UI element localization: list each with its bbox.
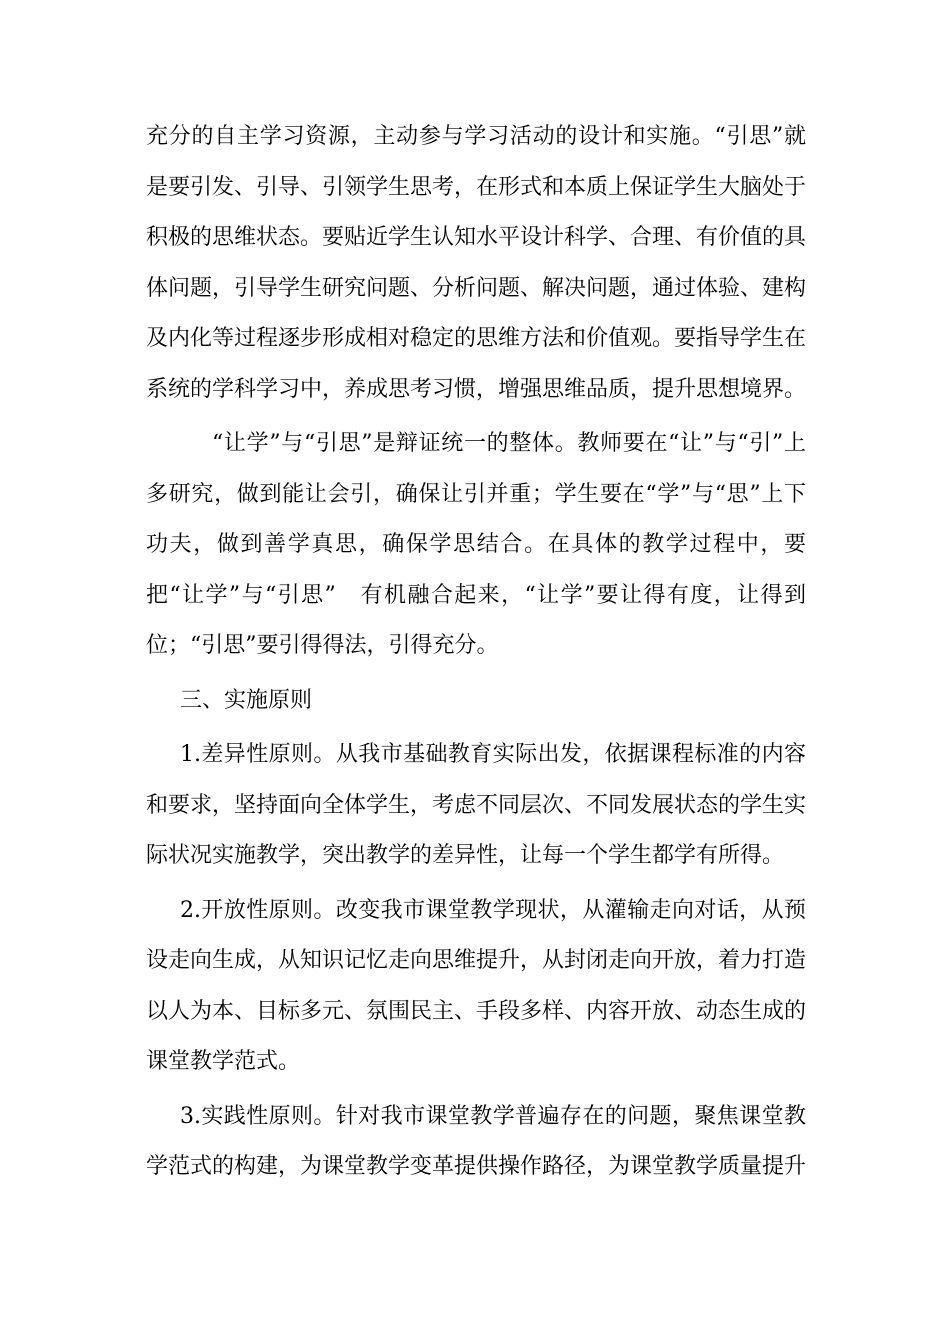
paragraph-rangxue-yinsi-unity: “让学”与“引思”是辩证统一的整体。教师要在“让”与“引”上多研究，做到能让会引，确保让引并重；学生要在“学”与“思”上下功夫，做到善学真思，确保学思结合。在具体的教学过程中，要把“让学”与“引思” 有机融合起来，“让学”要让得有度，让得到位；“引思”要引得得法，引得充分。 [146,431,806,658]
paragraph-principle-practice: 3.实践性原则。针对我市课堂教学普遍存在的问题，聚焦课堂教学范式的构建，为课堂教学变革提供操作路径，为课堂教学质量提升 [146,1103,807,1179]
paragraph-principle-openness: 2.开放性原则。改变我市课堂教学现状，从灌输走向对话，从预设走向生成，从知识记忆走向思维提升，从封闭走向开放，着力打造以人为本、目标多元、氛围民主、手段多样、内容开放、动态生成的课堂教学范式。 [146,897,807,1074]
paragraph-yinsi-definition: 充分的自主学习资源，主动参与学习活动的设计和实施。“引思”就是要引发、引导、引领学生思考，在形式和本质上保证学生大脑处于积极的思维状态。要贴近学生认知水平设计科学、合理、有价值的具体问题，引导学生研究问题、分析问题、解决问题，通过体验、建构及内化等过程逐步形成相对稳定的思维方法和价值观。要指导学生在系统的学科学习中，养成思考习惯，增强思维品质，提升思想境界。 [146,124,807,402]
paragraph-principle-difference: 1.差异性原则。从我市基础教育实际出发，依据课程标准的内容和要求，坚持面向全体学生，考虑不同层次、不同发展状态的学生实际状况实施教学，突出教学的差异性，让每一个学生都学有所得。 [146,742,807,868]
document-page [146,112,806,1197]
section-heading-principles: 三、实施原则 [180,687,313,713]
